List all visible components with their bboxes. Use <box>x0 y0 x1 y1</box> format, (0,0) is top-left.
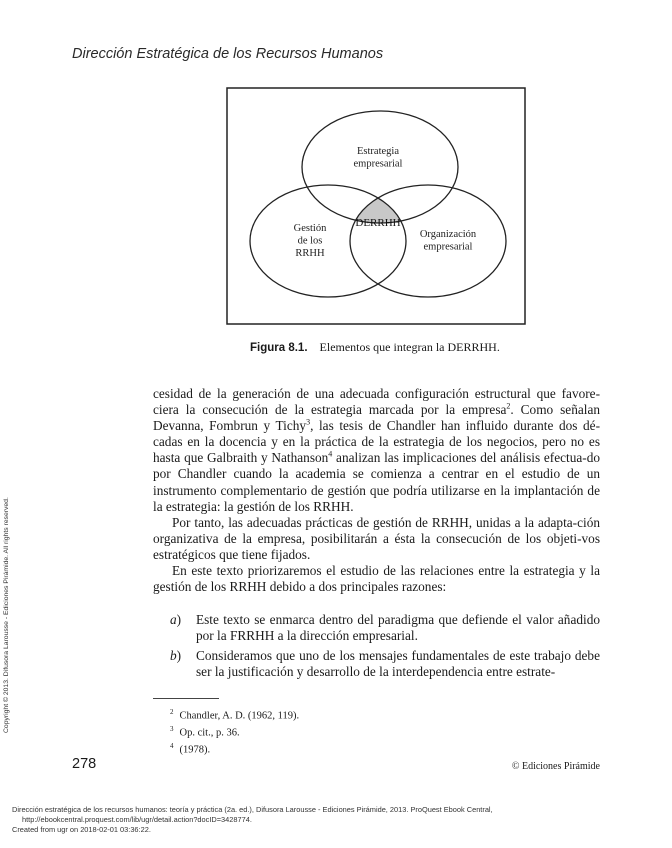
figure-caption-text: Elementos que integran la DERRHH. <box>319 340 500 354</box>
paragraph-3: En este texto priorizaremos el estudio de las relaciones entre la estrategia y la gestión de los RRHH debido a dos principales razones: <box>153 563 600 595</box>
footnote: $^3$ Op. cit., p. 36. <box>170 725 240 739</box>
publisher-copyright: © Ediciones Pirámide <box>511 761 600 772</box>
citation-line: Created from ugr on 2018-02-01 03:36:22. <box>12 825 151 834</box>
reasons-list <box>170 612 600 684</box>
label-organizacion: Organización empresarial <box>419 229 477 253</box>
citation-url[interactable]: http://ebookcentral.proquest.com/lib/ugr/detail.action?docID=3428774. <box>22 815 252 824</box>
body-text <box>153 386 600 595</box>
figure-caption-label: Figura 8.1. <box>250 342 308 354</box>
circle-gestion-rrhh <box>250 185 406 297</box>
label-estrategia: Estrategia empresarial <box>353 146 403 170</box>
footnote-ref: 3 <box>306 417 311 427</box>
list-item-text: Consideramos que uno de los mensajes fundamentales de este trabajo debe ser la justificación y desarrollo de la interdependencia entre estrate- <box>196 648 600 680</box>
page-number: 278 <box>72 756 97 772</box>
running-head: Dirección Estratégica de los Recursos Humanos <box>72 46 384 62</box>
list-marker: a) <box>170 612 182 627</box>
list-item <box>170 612 600 644</box>
side-copyright: Copyright © 2013. Difusora Larousse - Ediciones Pirámide. All rights reserved. <box>3 497 10 733</box>
list-item <box>170 648 600 680</box>
source-citation <box>12 805 493 835</box>
label-derrhh: DERRHH <box>355 217 401 229</box>
list-item-text: Este texto se enmarca dentro del paradigma que defiende el valor añadido por la FRRHH a la dirección empresarial. <box>196 612 600 644</box>
footnote: $^4$ (1978). <box>170 742 211 756</box>
list-marker: b) <box>170 648 182 664</box>
footnotes <box>170 706 299 757</box>
footnote-ref: 4 <box>328 449 333 459</box>
paragraph-1: cesidad de la generación de una adecuada configuración estructural que favore-ciera la consecución de la estrategia marcada por la empresa$^2$. Como señalan Devanna, Fombrun y Tichy$^3$, las tesis de Chandler han influido durante dos dé-cadas en la docencia y en la práctica de la estrategia de los negocios, pero no es hasta que Galbraith y Nathanson$^4$ analizan las implicaciones del análisis efectua-do por Chandler cuando la academia se comienza a centrar en el estudio de un instrumento complementario de gestión que podría utilizarse en la implantación de la estrategia: la gestión de los RRHH. <box>153 386 601 514</box>
footnote-rule <box>153 698 219 699</box>
footnote: $^2$ Chandler, A. D. (1962, 119). <box>170 708 300 722</box>
label-gestion-rrhh: Gestión de los RRHH <box>293 223 327 259</box>
paragraph-2: Por tanto, las adecuadas prácticas de gestión de RRHH, unidas a la adapta-ción organizativa de la empresa, posibilitarán a ésta la consecución de los objeti-vos estratégicos que tiene fijados. <box>153 514 600 562</box>
figure-caption <box>250 340 500 355</box>
venn-diagram-figure <box>226 87 526 325</box>
footnote-ref: 2 <box>506 401 511 411</box>
citation-line: Dirección estratégica de los recursos humanos: teoría y práctica (2a. ed.), Difusora Larousse - Ediciones Pirámide, 2013. ProQuest Ebook Central, <box>12 805 493 814</box>
